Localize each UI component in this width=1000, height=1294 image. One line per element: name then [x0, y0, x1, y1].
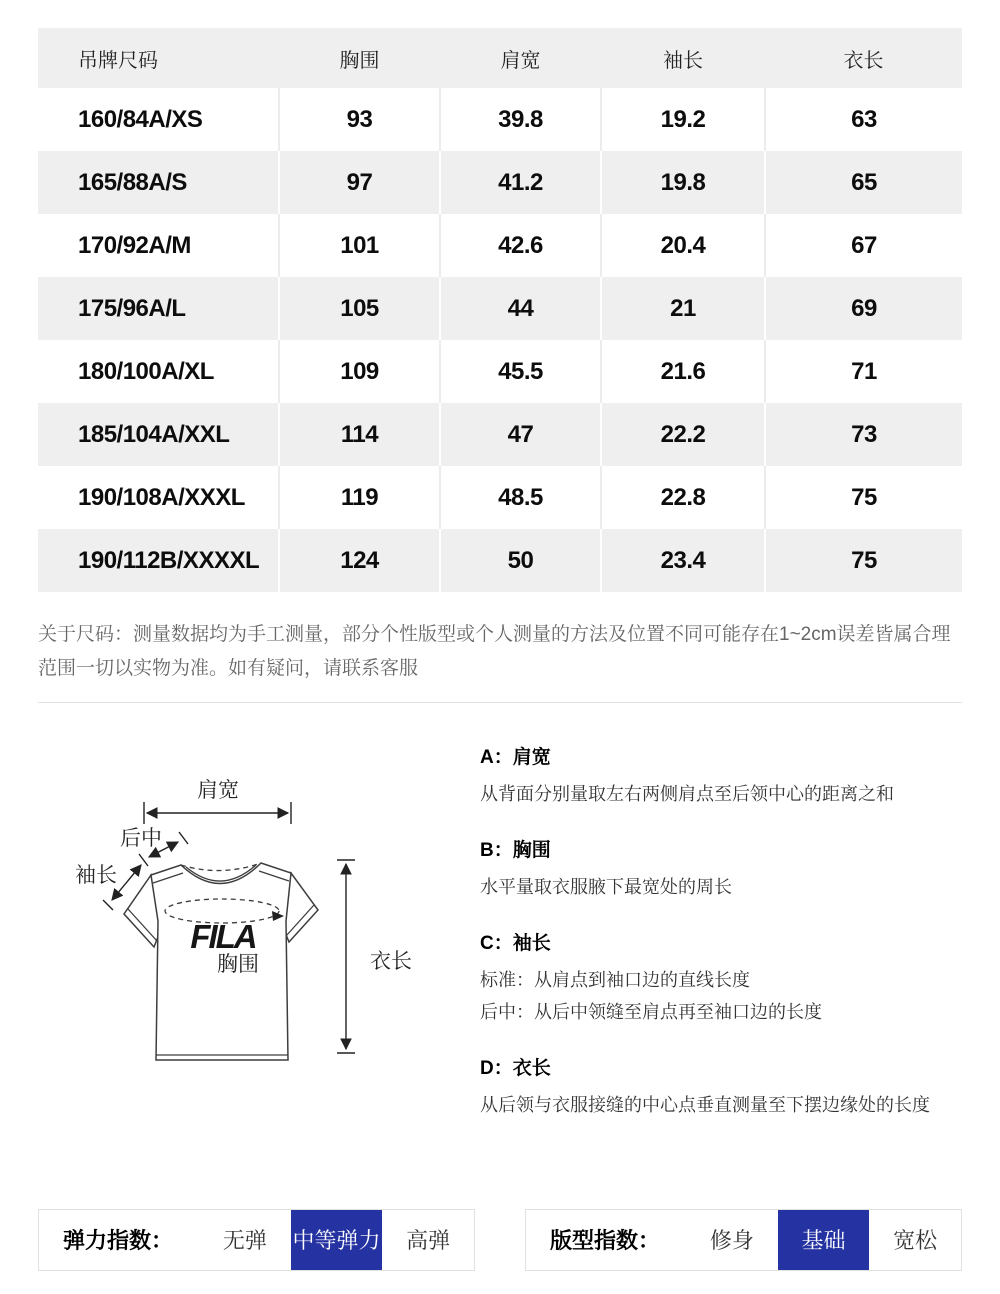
table-row	[38, 340, 962, 403]
shoulder-cell: 44	[440, 277, 601, 340]
chest-cell: 114	[279, 403, 440, 466]
fit-index-box	[525, 1209, 962, 1271]
shoulder-cell: 45.5	[440, 340, 601, 403]
size-cell: 170/92A/M	[78, 231, 191, 259]
definition-text: 后中：从后中领缝至肩点再至袖口边的长度	[480, 1001, 822, 1022]
table-row	[38, 214, 962, 277]
sleeve-cell: 22.8	[601, 466, 765, 529]
table-header-row	[38, 28, 962, 88]
table-row	[38, 529, 962, 592]
length-cell: 75	[765, 466, 962, 529]
definition-chest	[480, 840, 962, 903]
table-row	[38, 88, 962, 151]
sleeve-cell: 21.6	[601, 340, 765, 403]
index-row	[38, 1209, 962, 1271]
header-chest: 胸围	[279, 28, 440, 88]
size-cell: 165/88A/S	[78, 168, 187, 196]
diagram-sleeve-label: 袖长	[75, 864, 117, 888]
definition-title: B：胸围	[480, 840, 551, 862]
size-table	[38, 28, 962, 592]
size-disclaimer: 关于尺码：测量数据均为手工测量，部分个性版型或个人测量的方法及位置不同可能存在1~2cm误差皆属合理范围一切以实物为准。如有疑问，请联系客服	[38, 624, 951, 680]
diagram-shoulder-label: 肩宽	[197, 779, 239, 803]
length-cell: 67	[765, 214, 962, 277]
elasticity-index-box	[38, 1209, 475, 1271]
chest-cell: 119	[279, 466, 440, 529]
table-row	[38, 277, 962, 340]
brand-logo: FILA	[190, 918, 256, 956]
length-cell: 65	[765, 151, 962, 214]
definition-title: C：袖长	[480, 933, 551, 955]
definition-text: 从后领与衣服接缝的中心点垂直测量至下摆边缘处的长度	[480, 1094, 930, 1115]
chest-cell: 93	[279, 88, 440, 151]
shoulder-cell: 48.5	[440, 466, 601, 529]
table-row	[38, 151, 962, 214]
sleeve-cell: 19.8	[601, 151, 765, 214]
definition-shoulder	[480, 747, 962, 810]
definition-sleeve	[480, 933, 962, 1028]
measurement-definitions	[446, 743, 962, 1150]
size-cell: 160/84A/XS	[78, 105, 203, 133]
diagram-length-label: 衣长	[370, 950, 412, 974]
length-cell: 75	[765, 529, 962, 592]
table-row	[38, 403, 962, 466]
fit-option-loose: 宽松	[893, 1228, 938, 1254]
header-shoulder: 肩宽	[440, 28, 601, 88]
sleeve-cell: 23.4	[601, 529, 765, 592]
elasticity-index-label: 弹力指数：	[63, 1228, 174, 1254]
chest-cell: 97	[279, 151, 440, 214]
measurement-guide	[38, 703, 962, 1150]
size-cell: 175/96A/L	[78, 294, 186, 322]
diagram-back-center-label: 后中	[120, 827, 162, 851]
length-cell: 71	[765, 340, 962, 403]
sleeve-cell: 21	[601, 277, 765, 340]
definition-title: D：衣长	[480, 1057, 551, 1079]
shoulder-cell: 47	[440, 403, 601, 466]
header-tag-size: 吊牌尺码	[38, 28, 279, 88]
chest-cell: 124	[279, 529, 440, 592]
definition-title: A：肩宽	[480, 747, 551, 769]
shoulder-cell: 39.8	[440, 88, 601, 151]
definition-text: 水平量取衣服腋下最宽处的周长	[480, 877, 732, 897]
header-length: 衣长	[765, 28, 962, 88]
tshirt-measurement-diagram	[46, 743, 446, 1150]
elasticity-option-high: 高弹	[406, 1228, 451, 1254]
table-row	[38, 466, 962, 529]
shoulder-cell: 50	[440, 529, 601, 592]
fit-index-label: 版型指数：	[550, 1228, 661, 1254]
shoulder-cell: 42.6	[440, 214, 601, 277]
elasticity-option-none: 无弹	[222, 1228, 267, 1254]
tshirt-diagram-svg	[46, 743, 446, 1123]
size-cell: 185/104A/XXL	[78, 420, 230, 448]
definition-text: 从背面分别量取左右两侧肩点至后领中心的距离之和	[480, 784, 894, 805]
header-sleeve: 袖长	[601, 28, 765, 88]
sleeve-cell: 19.2	[601, 88, 765, 151]
fit-option-slim: 修身	[709, 1228, 754, 1254]
length-cell: 63	[765, 88, 962, 151]
fit-option-basic: 基础	[778, 1210, 870, 1270]
chest-cell: 101	[279, 214, 440, 277]
size-cell: 180/100A/XL	[78, 357, 214, 385]
size-cell: 190/108A/XXXL	[78, 483, 245, 511]
diagram-chest-label: 胸围	[217, 953, 259, 977]
chest-cell: 109	[279, 340, 440, 403]
definition-length	[480, 1058, 962, 1121]
sleeve-cell: 22.2	[601, 403, 765, 466]
length-cell: 73	[765, 403, 962, 466]
size-cell: 190/112B/XXXXL	[78, 546, 260, 574]
elasticity-option-medium: 中等弹力	[291, 1210, 383, 1270]
length-cell: 69	[765, 277, 962, 340]
definition-text: 标准：从肩点到袖口边的直线长度	[480, 969, 750, 990]
sleeve-cell: 20.4	[601, 214, 765, 277]
shoulder-cell: 41.2	[440, 151, 601, 214]
chest-cell: 105	[279, 277, 440, 340]
